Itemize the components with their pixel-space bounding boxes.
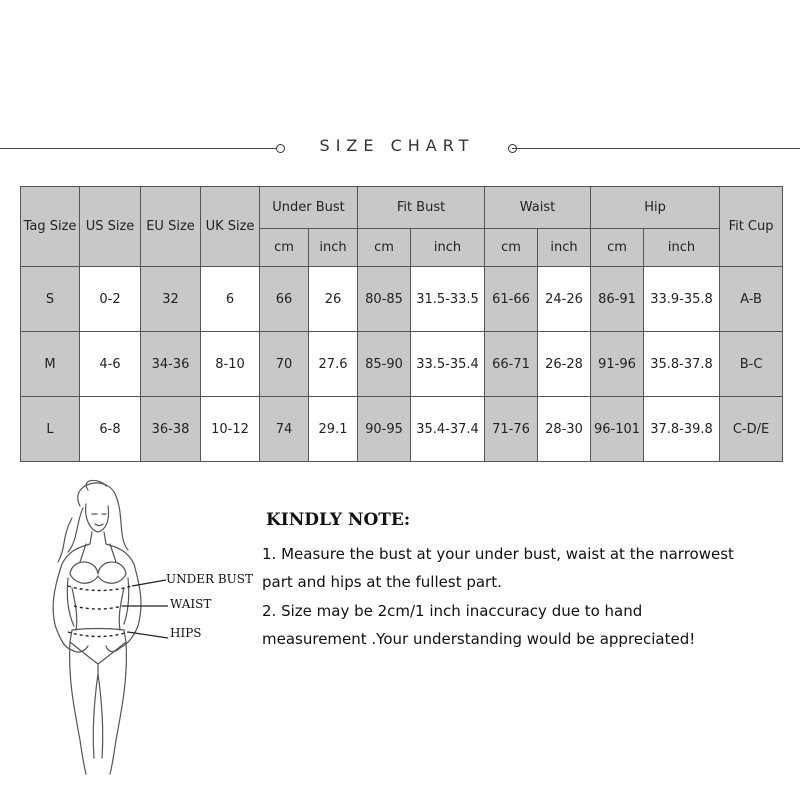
cell-uk-size: 10-12 xyxy=(201,397,260,462)
size-chart-header xyxy=(0,128,800,168)
cell-waist-cm: 71-76 xyxy=(485,397,538,462)
cell-waist-cm: 61-66 xyxy=(485,267,538,332)
cell-us-size: 4-6 xyxy=(80,332,141,397)
cell-hip-inch: 35.8-37.8 xyxy=(644,332,720,397)
cell-us-size: 6-8 xyxy=(80,397,141,462)
cell-hip-cm: 86-91 xyxy=(591,267,644,332)
cell-under-bust-cm: 66 xyxy=(260,267,309,332)
unit-hip-inch: inch xyxy=(644,229,720,267)
cell-under-bust-cm: 74 xyxy=(260,397,309,462)
label-waist: WAIST xyxy=(170,597,212,611)
cell-fit-bust-cm: 80-85 xyxy=(358,267,411,332)
header-eu-size: EU Size xyxy=(141,187,201,267)
cell-fit-cup: B-C xyxy=(720,332,783,397)
cell-uk-size: 8-10 xyxy=(201,332,260,397)
cell-hip-inch: 33.9-35.8 xyxy=(644,267,720,332)
size-table xyxy=(20,186,783,462)
cell-waist-cm: 66-71 xyxy=(485,332,538,397)
body-measurement-illustration xyxy=(28,478,258,778)
cell-fit-bust-inch: 33.5-35.4 xyxy=(411,332,485,397)
table-row xyxy=(21,332,783,397)
header-uk-size: UK Size xyxy=(201,187,260,267)
cell-hip-inch: 37.8-39.8 xyxy=(644,397,720,462)
cell-eu-size: 34-36 xyxy=(141,332,201,397)
cell-fit-bust-cm: 85-90 xyxy=(358,332,411,397)
unit-waist-inch: inch xyxy=(538,229,591,267)
header-fit-cup: Fit Cup xyxy=(720,187,783,267)
table-header-row xyxy=(21,187,783,229)
cell-fit-cup: C-D/E xyxy=(720,397,783,462)
header-waist: Waist xyxy=(485,187,591,229)
cell-waist-inch: 26-28 xyxy=(538,332,591,397)
unit-fit-bust-inch: inch xyxy=(411,229,485,267)
header-fit-bust: Fit Bust xyxy=(358,187,485,229)
header-under-bust: Under Bust xyxy=(260,187,358,229)
note-title: KINDLY NOTE: xyxy=(266,510,411,530)
note-line: 2. Size may be 2cm/1 inch inaccuracy due to hand xyxy=(262,602,643,620)
cell-waist-inch: 24-26 xyxy=(538,267,591,332)
header-line-left xyxy=(0,148,278,149)
cell-fit-cup: A-B xyxy=(720,267,783,332)
cell-fit-bust-inch: 31.5-33.5 xyxy=(411,267,485,332)
cell-waist-inch: 28-30 xyxy=(538,397,591,462)
cell-uk-size: 6 xyxy=(201,267,260,332)
page-title: SIZE CHART xyxy=(319,136,475,155)
body-sketch-icon xyxy=(28,478,258,778)
cell-fit-bust-inch: 35.4-37.4 xyxy=(411,397,485,462)
cell-eu-size: 36-38 xyxy=(141,397,201,462)
header-tag-size: Tag Size xyxy=(21,187,80,267)
cell-under-bust-inch: 27.6 xyxy=(309,332,358,397)
cell-hip-cm: 91-96 xyxy=(591,332,644,397)
label-under-bust: UNDER BUST xyxy=(166,572,253,586)
header-line-right xyxy=(512,148,800,149)
unit-waist-cm: cm xyxy=(485,229,538,267)
cell-hip-cm: 96-101 xyxy=(591,397,644,462)
unit-under-bust-inch: inch xyxy=(309,229,358,267)
cell-under-bust-inch: 26 xyxy=(309,267,358,332)
header-us-size: US Size xyxy=(80,187,141,267)
unit-under-bust-cm: cm xyxy=(260,229,309,267)
label-hips: HIPS xyxy=(170,626,202,640)
table-row xyxy=(21,267,783,332)
note-line: 1. Measure the bust at your under bust, waist at the narrowest xyxy=(262,545,734,563)
unit-hip-cm: cm xyxy=(591,229,644,267)
cell-tag-size: M xyxy=(21,332,80,397)
note-line: part and hips at the fullest part. xyxy=(262,573,502,591)
cell-tag-size: S xyxy=(21,267,80,332)
cell-eu-size: 32 xyxy=(141,267,201,332)
cell-tag-size: L xyxy=(21,397,80,462)
cell-under-bust-inch: 29.1 xyxy=(309,397,358,462)
note-line: measurement .Your understanding would be appreciated! xyxy=(262,630,696,648)
cell-under-bust-cm: 70 xyxy=(260,332,309,397)
cell-us-size: 0-2 xyxy=(80,267,141,332)
table-row xyxy=(21,397,783,462)
unit-fit-bust-cm: cm xyxy=(358,229,411,267)
header-hip: Hip xyxy=(591,187,720,229)
header-dot-left xyxy=(276,144,285,153)
cell-fit-bust-cm: 90-95 xyxy=(358,397,411,462)
